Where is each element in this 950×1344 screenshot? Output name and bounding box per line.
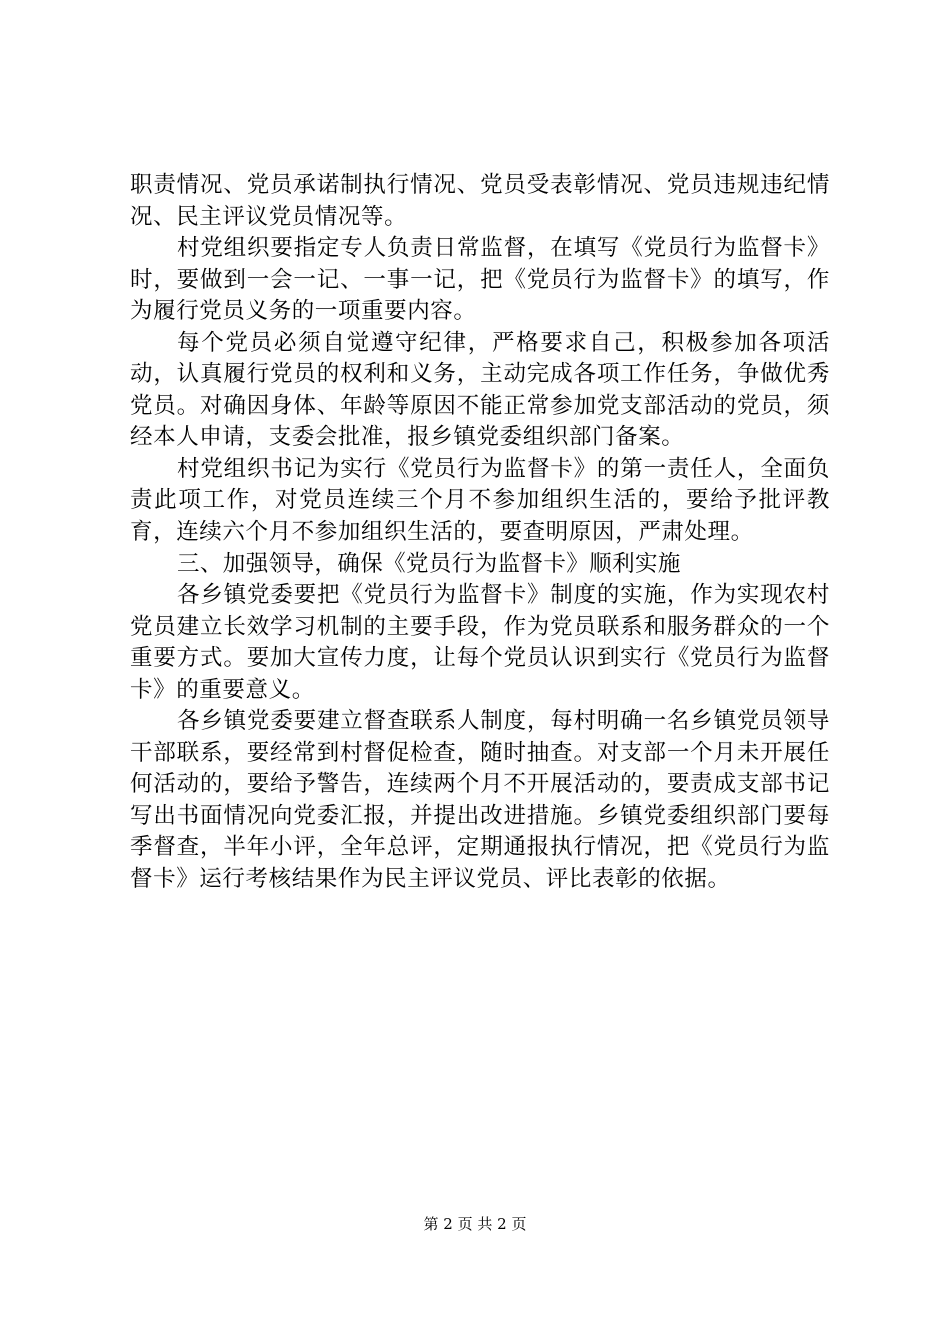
paragraph-inspection-system: 各乡镇党委要建立督查联系人制度，每村明确一名乡镇党员领导干部联系，要经常到村督促检查，随时抽查。对支部一个月未开展任何活动的，要给予警告，连续两个月不开展活动的，要责成支部书记写出书面情况向党委汇报，并提出改进措施。乡镇党委组织部门要每季督查，半年小评，全年总评，定期通报执行情况，把《党员行为监督卡》运行考核结果作为民主评议党员、评比表彰的依据。 (130, 708, 830, 892)
page-number-footer: 第 2 页 共 2 页 (423, 1215, 527, 1233)
paragraph-secretary-responsibility: 村党组织书记为实行《党员行为监督卡》的第一责任人，全面负责此项工作，对党员连续三个月不参加组织生活的，要给予批评教育，连续六个月不参加组织生活的，要查明原因，严肃处理。 (130, 455, 830, 545)
paragraph-continuation: 职责情况、党员承诺制执行情况、党员受表彰情况、党员违规违纪情况、民主评议党员情况等。 (130, 172, 830, 230)
paragraph-daily-supervision: 村党组织要指定专人负责日常监督，在填写《党员行为监督卡》时，要做到一会一记、一事一记，把《党员行为监督卡》的填写，作为履行党员义务的一项重要内容。 (130, 235, 830, 324)
section-heading-3: 三、加强领导，确保《党员行为监督卡》顺利实施 (177, 551, 681, 577)
paragraph-member-discipline: 每个党员必须自觉遵守纪律，严格要求自己，积极参加各项活动，认真履行党员的权利和义务，主动完成各项工作任务，争做优秀党员。对确因身体、年龄等原因不能正常参加党支部活动的党员，须经本人申请，支委会批准，报乡镇党委组织部门备案。 (130, 329, 830, 450)
document-body (130, 170, 830, 895)
paragraph-implementation: 各乡镇党委要把《党员行为监督卡》制度的实施，作为实现农村党员建立长效学习机制的主要手段，作为党员联系和服务群众的一个重要方式。要加大宣传力度，让每个党员认识到实行《党员行为监督卡》的重要意义。 (130, 582, 830, 703)
